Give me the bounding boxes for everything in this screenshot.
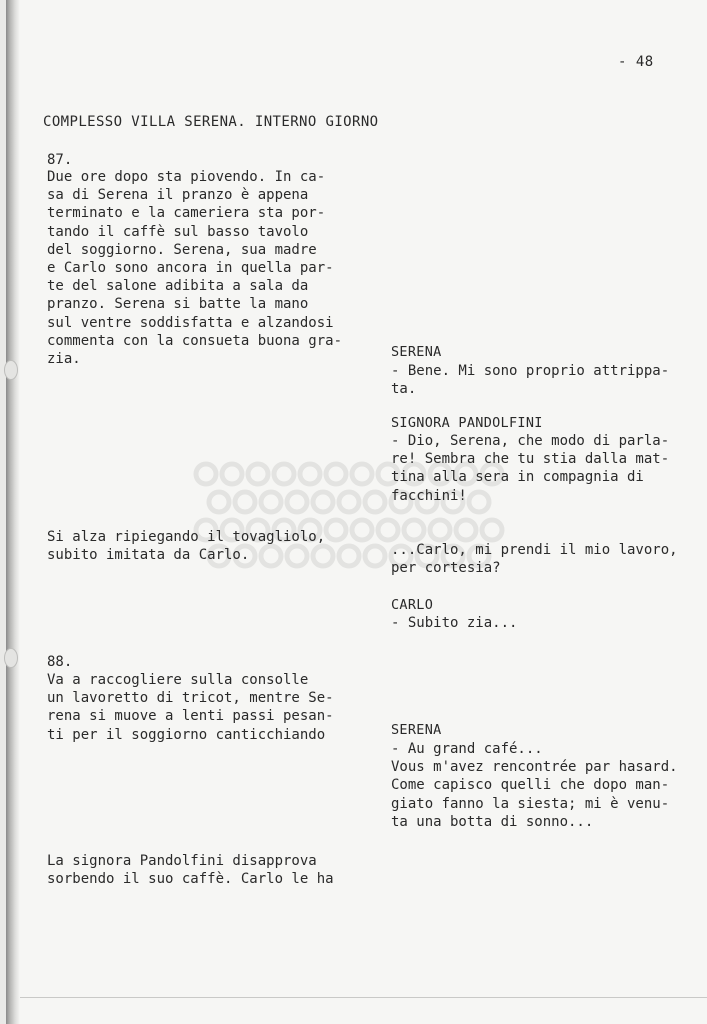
document-page — [6, 0, 707, 1024]
punch-hole — [4, 648, 18, 668]
scene-number: 88. — [47, 654, 73, 670]
character-name: CARLO — [391, 597, 434, 613]
character-name: SERENA — [391, 722, 442, 738]
punch-hole — [4, 360, 18, 380]
dialogue-line: - Bene. Mi sono proprio attrippa- ta. — [391, 363, 670, 398]
scene-number: 87. — [47, 152, 73, 168]
dialogue-line: - Dio, Serena, che modo di parla- re! Sembra che tu stia dalla mat- tina alla sera in compagnia di facchini! ...Carlo, mi prendi il mio lavoro, per cortesia? — [391, 433, 678, 577]
scene-action: Si alza ripiegando il tovagliolo, subito imitata da Carlo. — [47, 529, 326, 564]
page-number: - 48 — [618, 54, 654, 70]
scene-action: Va a raccogliere sulla consolle un lavoretto di tricot, mentre Se- rena si muove a lenti passi pesan- ti per il soggiorno canticchiando — [47, 672, 334, 743]
scene-action: La signora Pandolfini disapprova sorbendo il suo caffè. Carlo le ha — [47, 853, 334, 888]
dialogue-line: - Au grand café... Vous m'avez rencontrée par hasard. Come capisco quelli che dopo man- giato fanno la siesta; mi è venu- ta una botta di sonno... — [391, 741, 678, 830]
scene-heading: COMPLESSO VILLA SERENA. INTERNO GIORNO — [43, 114, 379, 130]
page-bottom-edge — [20, 997, 707, 998]
page-left-edge — [6, 0, 20, 1024]
character-name: SERENA — [391, 344, 442, 360]
scene-action: Due ore dopo sta piovendo. In ca- sa di Serena il pranzo è appena terminato e la cameriera sta por- tando il caffè sul basso tavolo del soggiorno. Serena, sua madre e Carlo sono ancora in quella par- te del salone adibita a sala da pranzo. Serena si batte la mano sul ventre soddisfatta e alzandosi commenta con la consueta buona gra- zia. — [47, 169, 343, 368]
dialogue-line: - Subito zia... — [391, 615, 518, 631]
character-name: SIGNORA PANDOLFINI — [391, 415, 543, 431]
